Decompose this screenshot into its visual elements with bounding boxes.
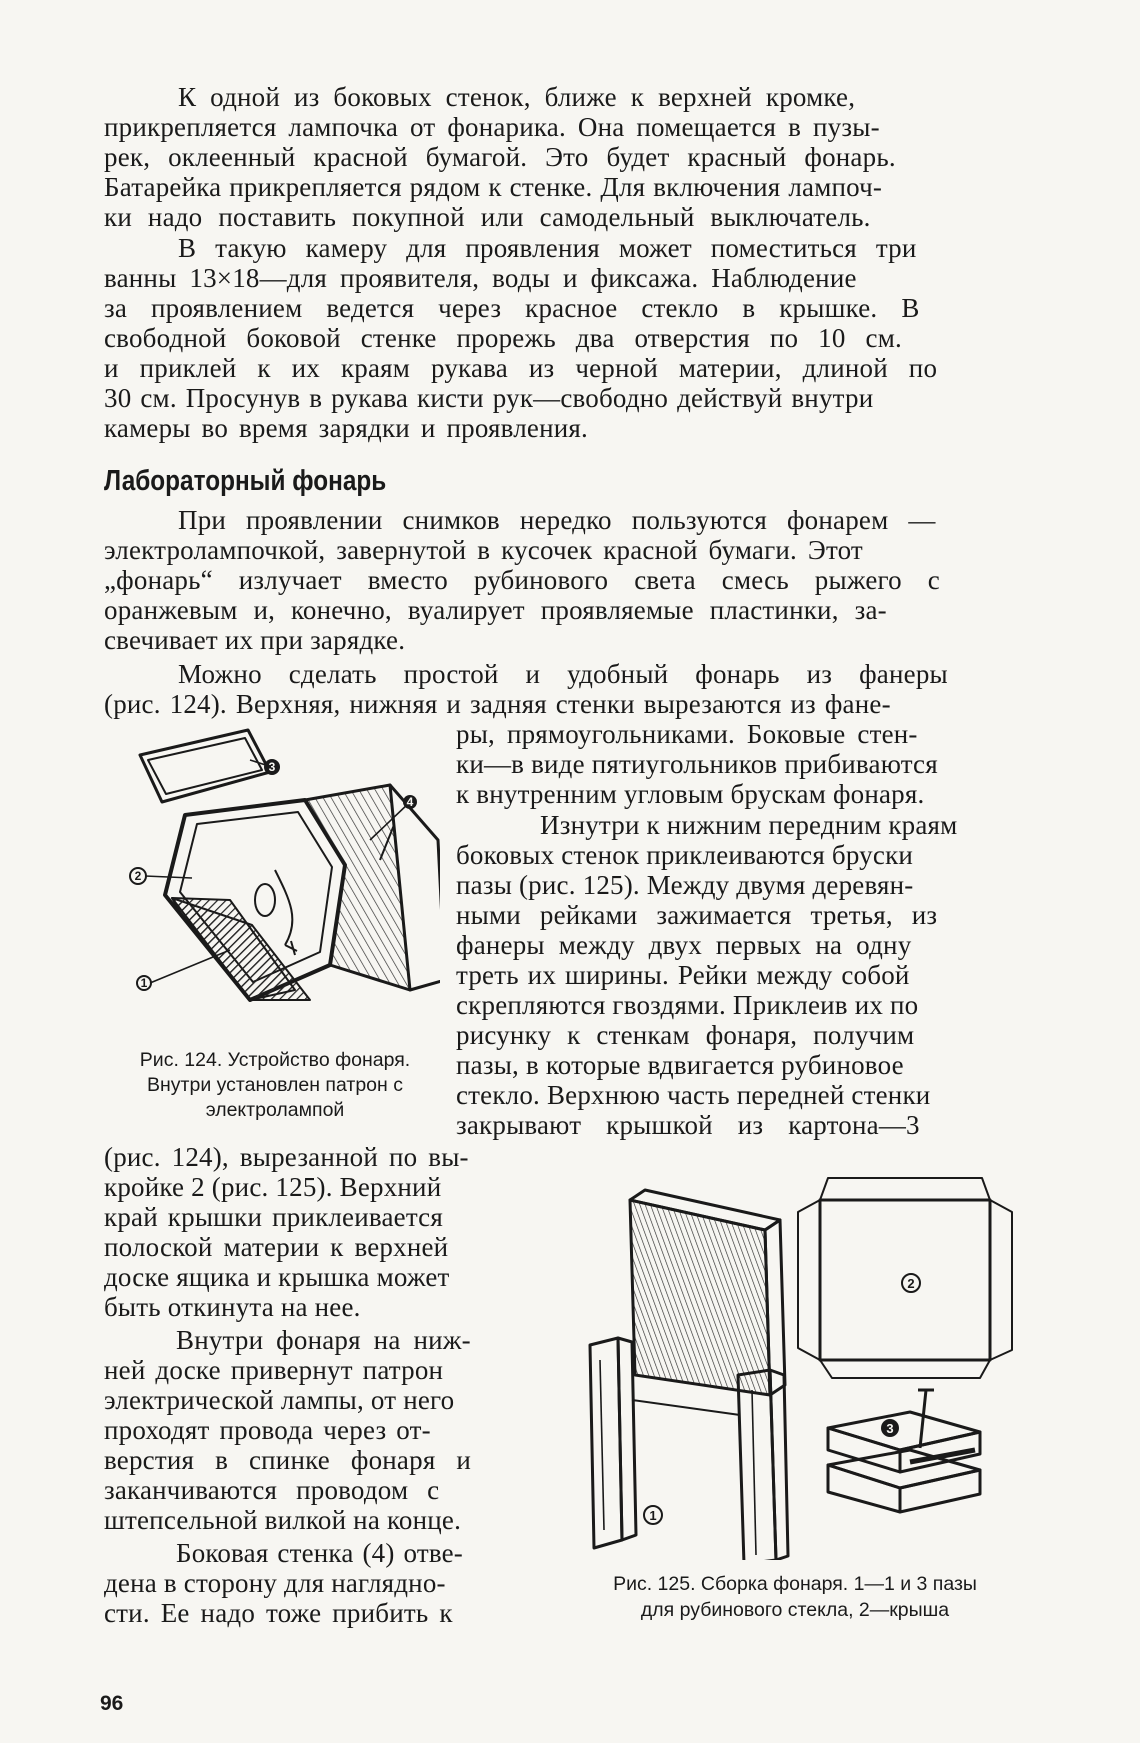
text-line: электролампочкой, завернутой в кусочек красной бумаги. Этот [104,535,863,565]
text-line: за проявлением ведется через красное стекло в крышке. В [104,293,920,323]
text-line: заканчиваются проводом с [104,1475,440,1505]
text-line: ными рейками зажимается третья, из [456,900,938,930]
section-heading: Лабораторный фонарь [104,465,387,497]
caption-line: для рубинового стекла, 2—крыша [640,1599,950,1621]
text-line: сти. Ее надо тоже прибить к [104,1598,453,1628]
text-line: К одной из боковых стенок, ближе к верхней кромке, [178,82,856,112]
text-line: ры, прямоугольниками. Боковые стен- [456,719,918,749]
text-line: В такую камеру для проявления может поместиться три [178,233,917,263]
page-number: 96 [100,1692,124,1715]
text-line: пазы (рис. 125). Между двумя деревян- [456,870,914,900]
text-line: скрепляются гвоздями. Приклеив их по [456,990,919,1020]
text-line: полоской материи к верхней [104,1232,449,1262]
figure-marker-label: 2 [134,869,142,883]
figure-124-lantern-illustration [100,720,440,1030]
text-line: боковых стенок приклеиваются бруски [456,840,914,870]
caption-line: Рис. 125. Сборка фонаря. 1—1 и 3 пазы [613,1573,977,1595]
text-line: быть откинута на нее. [104,1292,361,1322]
text-line: Можно сделать простой и удобный фонарь из фанеры [178,659,948,689]
text-line: ней доске привернут патрон [104,1355,444,1385]
text-line: Батарейка прикрепляется рядом к стенке. Для включения лампоч- [104,172,883,202]
text-line: (рис. 124). Верхняя, нижняя и задняя стенки вырезаются из фане- [104,689,891,719]
text-line: край крышки приклеивается [104,1202,443,1232]
figure-marker-label: 3 [886,1421,894,1436]
text-line: свечивает их при зарядке. [104,625,406,655]
text-line: ки—в виде пятиугольников прибиваются [456,749,938,779]
text-line: треть их ширины. Рейки между собой [456,960,910,990]
caption-line: Внутри установлен патрон с [147,1074,403,1096]
text-line: прикрепляется лампочка от фонарика. Она помещается в пузы- [104,112,880,142]
text-line: рисунку к стенкам фонаря, получим [456,1020,915,1050]
text-line: (рис. 124), вырезанной по вы- [104,1142,469,1172]
text-line: рек, оклеенный красной бумагой. Это будет красный фонарь. [104,142,896,172]
text-line: доске ящика и крышка может [104,1262,450,1292]
caption-line: электролампой [205,1099,345,1121]
text-line: 30 см. Просунув в рукава кисти рук—свободно действуй внутри [104,383,874,413]
text-line: свободной боковой стенке прорежь два отверстия по 10 см. [104,323,902,353]
text-line: ванны 13×18—для проявителя, воды и фиксажа. Наблюдение [104,263,857,293]
text-line: штепсельной вилкой на конце. [104,1505,462,1535]
figure-marker-label: 2 [907,1276,915,1291]
text-line: дена в сторону для нагляднo- [104,1568,446,1598]
figure-marker-label: 1 [649,1508,657,1523]
text-line: Боковая стенка (4) отве- [176,1538,463,1568]
figure-125-assembly-illustration [570,1160,1060,1560]
text-line: фанеры между двух первых на одну [456,930,912,960]
text-line: „фонарь“ излучает вместо рубинового света смесь рыжего с [104,565,940,595]
text-line: электрической лампы, от него [104,1385,455,1415]
text-line: ки надо поставить покупной или самодельный выключатель. [104,202,871,232]
caption-line: Рис. 124. Устройство фонаря. [139,1049,411,1071]
text-line: стекло. Верхнюю часть передней стенки [456,1080,931,1110]
text-line: верстия в спинке фонаря и [104,1445,472,1475]
text-line: закрывают крышкой из картона—3 [456,1110,920,1140]
text-line: к внутренним угловым брускам фонаря. [456,779,925,809]
text-line: оранжевым и, конечно, вуалирует проявляемые пластинки, за- [104,595,887,625]
text-line: Изнутри к нижним передним краям [540,810,958,840]
text-line: и приклей к их краям рукава из черной материи, длиной по [104,353,938,383]
figure-marker-label: 3 [268,760,276,774]
text-line: пазы, в которые вдвигается рубиновое [456,1050,904,1080]
text-line: проходят провода через от- [104,1415,431,1445]
figure-marker-label: 4 [406,795,414,809]
text-line: кройке 2 (рис. 125). Верхний [104,1172,442,1202]
figure-marker-label: 1 [140,976,148,990]
text-line: камеры во время зарядки и проявления. [104,413,588,443]
text-line: Внутри фонаря на ниж- [176,1325,471,1355]
text-line: При проявлении снимков нередко пользуются фонарем — [178,505,936,535]
